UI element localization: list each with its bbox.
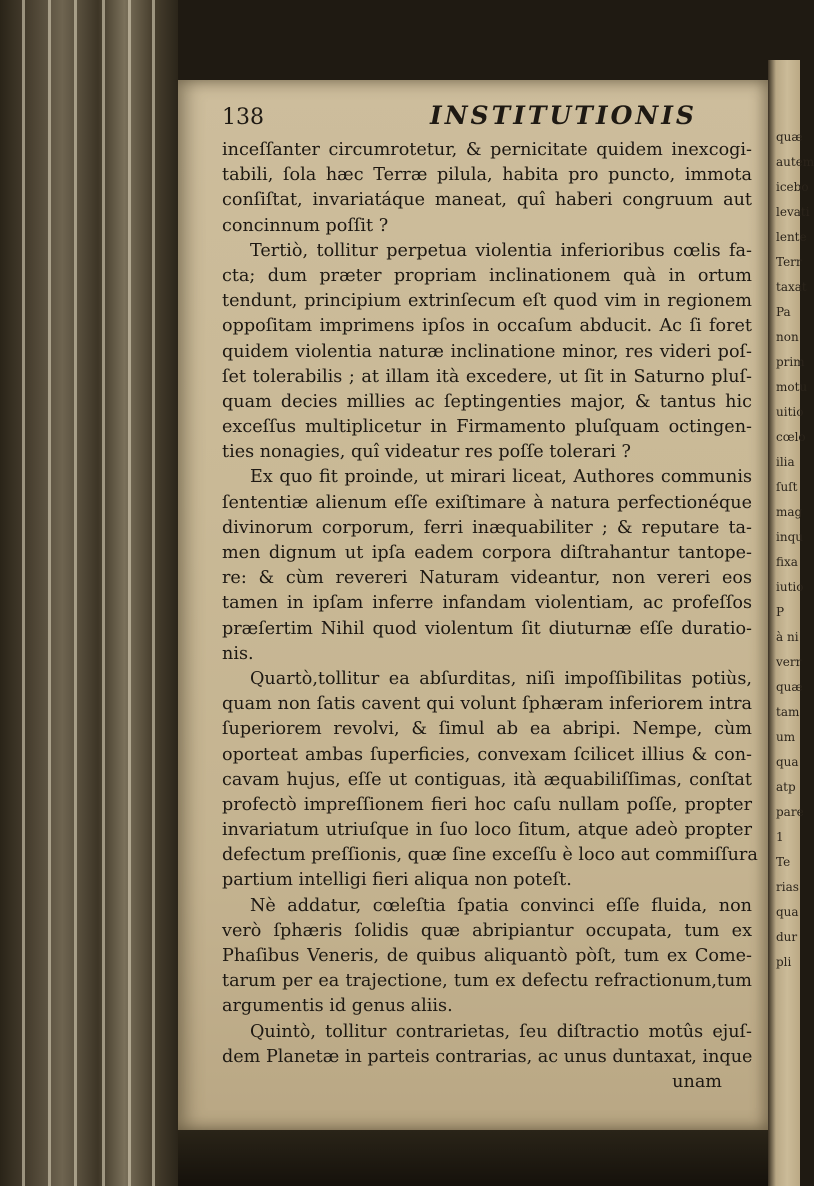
body-text <box>222 138 758 1095</box>
text-line: inceſſanter circumrotetur, & pernicitate quidem inexcogi- <box>222 140 752 160</box>
facing-page-fragment: quæ <box>776 680 803 694</box>
facing-page-fragment: ilia <box>776 455 795 469</box>
text-line: partium intelligi fieri aliqua non poteſt. <box>222 870 572 891</box>
facing-page-fragment: 1 <box>776 830 784 844</box>
facing-page-fragment: Terr <box>776 255 802 269</box>
text-line: concinnum poſſit ? <box>222 215 389 236</box>
facing-page-fragment: verr <box>776 655 802 669</box>
facing-page-fragment: atp <box>776 780 796 794</box>
text-line: defectum preſſionis, quæ ſine exceſſu è loco aut commiſſura <box>222 845 758 866</box>
text-line: nis. <box>222 643 254 664</box>
text-line: Ex quo fit proinde, ut mirari liceat, Authores communis <box>250 467 752 488</box>
facing-page-fragment: pli <box>776 955 792 969</box>
facing-page-fragment: qua <box>776 905 799 919</box>
page-edge <box>74 0 77 1186</box>
text-line: ſententiæ alienum eſſe exiſtimare à natura perfectionéque <box>222 492 752 513</box>
facing-page-fragment: rias <box>776 880 799 894</box>
facing-page-fragment: levati <box>776 205 810 219</box>
text-line: ſet tolerabilis ; at illam ità excedere, ut ſit in Saturno pluſ- <box>222 366 752 387</box>
next-page-strip <box>768 60 814 1186</box>
facing-page-fragment: autem <box>776 155 814 169</box>
facing-page-fragment: ſuſt <box>776 480 798 494</box>
facing-page-fragment: pare <box>776 805 804 819</box>
facing-page-fragment: Pa <box>776 305 791 319</box>
text-line: cta; dum præter propriam inclinationem quà in ortum <box>222 265 752 286</box>
facing-page-fragment: inqu <box>776 530 803 544</box>
facing-page-fragment: um <box>776 730 796 744</box>
text-line: unam <box>672 1071 722 1092</box>
text-line: oppoſitam imprimens ipſos in occaſum abducit. Ac ſi foret <box>222 316 752 337</box>
facing-page-fragment: lente <box>776 230 807 244</box>
page-bottom-shadow <box>178 1130 768 1186</box>
text-line: men dignum ut ipſa eadem corpora diſtrahantur tantope- <box>222 543 752 563</box>
text-line: oporteat ambas ſuperficies, convexam ſcilicet illius & con- <box>222 744 752 765</box>
facing-page-fragment: uitio <box>776 405 804 419</box>
facing-page-fragment: cœlo <box>776 430 806 444</box>
text-line: argumentis id genus aliis. <box>222 996 453 1017</box>
text-line: Tertiò, tollitur perpetua violentia inferioribus cœlis fa- <box>250 240 752 261</box>
text-line: cavam hujus, eſſe ut contiguas, ità æquabiliſſimas, conſtat <box>222 769 752 790</box>
text-line: ties nonagies, quî videatur res poſſe tolerari ? <box>222 442 631 463</box>
text-line: divinorum corporum, ferri inæquabiliter ; & reputare ta- <box>222 517 752 538</box>
text-line: profectò impreſſionem fieri hoc caſu nullam poſſe, propter <box>222 794 752 815</box>
running-head: INSTITUTIONIS <box>430 101 697 130</box>
text-line: re: & cùm revereri Naturam videantur, non vereri eos <box>222 568 752 589</box>
text-line: ſuperiorem revolvi, & ſimul ab ea abripi. Nempe, cùm <box>222 719 752 740</box>
facing-page-fragment: fixa <box>776 555 798 569</box>
facing-page-fragment: quæ <box>776 130 803 144</box>
page-edge <box>48 0 51 1186</box>
text-line: tarum per ea trajectione, tum ex defectu refractionum,tum <box>222 971 752 992</box>
text-line: tabili, ſola hæc Terræ pilula, habita pro puncto, immota <box>222 165 752 186</box>
text-line: Phaſibus Veneris, de quibus aliquantò pòſt, tum ex Come- <box>222 946 752 966</box>
facing-page-fragment: iutio <box>776 580 804 594</box>
facing-page-fragment: motu <box>776 380 808 394</box>
page-number: 138 <box>222 105 264 130</box>
text-line: quidem violentia naturæ inclinatione minor, res videri poſ- <box>222 341 752 362</box>
text-line: conſiſtat, invariatáque maneat, quî haberi congruum aut <box>222 190 752 211</box>
text-line: verò ſphæris ſolidis quæ abripiantur occupata, tum ex <box>222 920 752 941</box>
facing-page-fragment: prim <box>776 355 805 369</box>
facing-page-fragment: taxat <box>776 280 807 294</box>
text-line: Quintò, tollitur contrarietas, ſeu diſtractio motûs ejuſ- <box>250 1021 752 1042</box>
left-book-gutter <box>0 0 178 1186</box>
facing-page-fragment: Te <box>776 855 791 869</box>
facing-page-fragment: à ni <box>776 630 799 644</box>
page-edge <box>22 0 25 1186</box>
text-line: tendunt, principium extrinſecum eſt quod vim in regionem <box>222 291 752 312</box>
facing-page-fragment: tam <box>776 705 800 719</box>
facing-page-fragment: icebo <box>776 180 809 194</box>
text-line: exceſſus multiplicetur in Firmamento pluſquam octingen- <box>222 417 752 438</box>
text-line: Quartò,tollitur ea abſurditas, niſi impoſſibilitas potiùs, <box>250 668 752 689</box>
page-header <box>222 101 752 133</box>
text-line: dem Planetæ in parteis contrarias, ac unus duntaxat, inque <box>222 1046 753 1067</box>
text-line: Nè addatur, cœleſtia ſpatia convinci eſſe fluida, non <box>250 895 752 916</box>
page-edge <box>102 0 105 1186</box>
text-line: quam non ſatis cavent qui volunt ſphæram inferiorem intra <box>222 694 752 715</box>
page-edge <box>152 0 155 1186</box>
facing-page-fragment: non <box>776 330 799 344</box>
text-line: invariatum utriuſque in ſuo loco ſitum, atque adeò propter <box>222 820 752 841</box>
text-line: quam decies millies ac ſeptingenties major, & tantus hic <box>222 391 752 412</box>
text-line: præſertim Nihil quod violentum ſit diuturnæ eſſe duratio- <box>222 618 752 639</box>
facing-page-fragment: qua <box>776 755 799 769</box>
facing-page-fragment: P <box>776 605 785 619</box>
facing-page-fragment: dur <box>776 930 798 944</box>
page-edge <box>128 0 131 1186</box>
facing-page-fragment: mag <box>776 505 803 519</box>
text-line: tamen in ipſam inferre infandam violentiam, ac profeſſos <box>222 593 752 614</box>
